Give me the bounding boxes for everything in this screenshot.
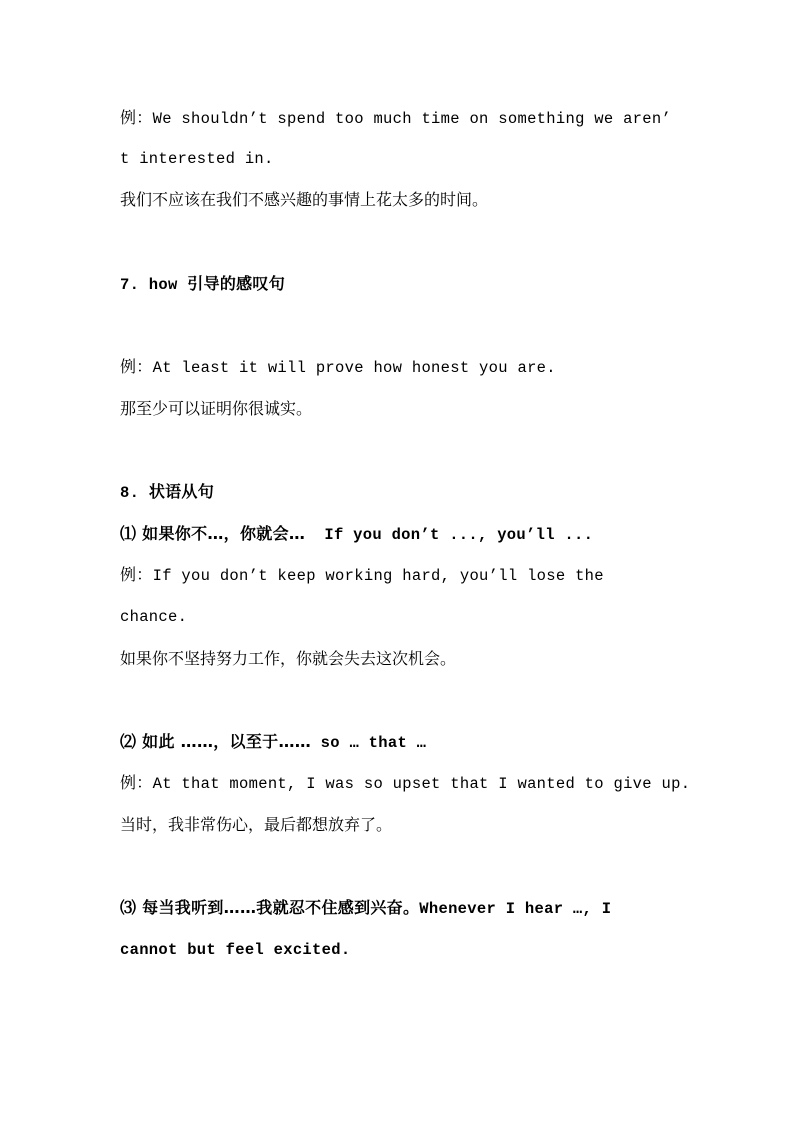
item-1-heading-en: If you don’t ..., you’ll ... — [305, 526, 594, 544]
example-prefix: 例： — [120, 108, 153, 127]
section-8-heading — [120, 482, 214, 503]
item-2-heading-en: so … that … — [311, 734, 427, 752]
item-3-heading-cn: ⑶ 每当我听到……我就忍不住感到兴奋。 — [120, 898, 420, 917]
section-6-example-line-2: t interested in. — [120, 150, 274, 168]
section-7-heading-text: 引导的感叹句 — [187, 274, 286, 293]
section-7-example — [120, 357, 556, 378]
item-2-translation: 当时，我非常伤心，最后都想放弃了。 — [120, 815, 393, 834]
example-text: We shouldn’t spend too much time on something we aren’ — [152, 110, 672, 128]
example-text: At that moment, I was so upset that I wanted to give up. — [152, 775, 691, 793]
section-6-example-line-1 — [120, 108, 671, 129]
item-1-example-line-2: chance. — [120, 608, 188, 626]
example-prefix: 例： — [120, 565, 153, 584]
item-1-heading — [120, 524, 593, 545]
item-1-example-line-1 — [120, 565, 604, 586]
item-1-heading-cn: ⑴ 如果你不…，你就会… — [120, 524, 306, 543]
example-text: At least it will prove how honest you are. — [152, 359, 556, 377]
item-1-translation: 如果你不坚持努力工作，你就会失去这次机会。 — [120, 649, 457, 668]
example-prefix: 例： — [120, 357, 153, 376]
section-6-translation: 我们不应该在我们不感兴趣的事情上花太多的时间。 — [120, 190, 489, 209]
section-7-translation: 那至少可以证明你很诚实。 — [120, 399, 313, 418]
item-2-example — [120, 773, 690, 794]
item-3-heading-line-2: cannot but feel excited. — [120, 941, 351, 959]
item-2-heading-cn: ⑵ 如此 ……，以至于…… — [120, 732, 312, 751]
example-prefix: 例： — [120, 773, 153, 792]
item-2-heading — [120, 732, 426, 753]
section-8-heading-number: 8. — [120, 484, 149, 502]
item-3-heading-en: Whenever I hear …, I — [419, 900, 612, 918]
item-3-heading — [120, 898, 611, 919]
section-7-heading-number: 7. how — [120, 276, 188, 294]
section-7-heading — [120, 274, 285, 295]
example-text: If you don’t keep working hard, you’ll lose the — [152, 567, 604, 585]
section-8-heading-text: 状语从句 — [148, 482, 215, 501]
